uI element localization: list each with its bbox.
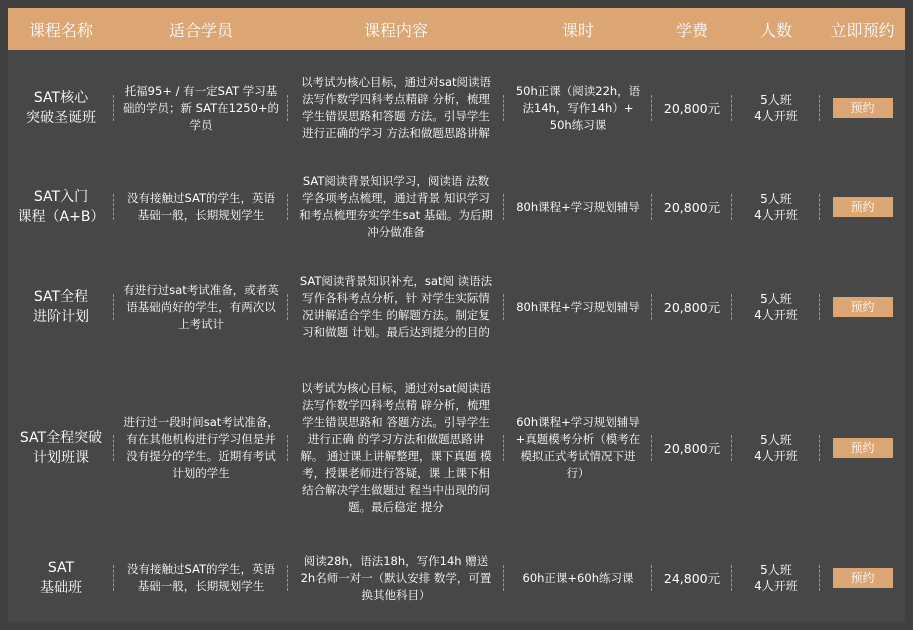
course-name: SAT全程 进阶计划 [8,266,114,348]
header-students: 适合学员 [168,20,233,40]
suitable-students: 没有接触过SAT的学生，英语基础一般，长期规划学生 [114,166,288,248]
course-content: SAT阅读背景知识学习，阅读语 法数学各项考点梳理，通过背景 知识学习和考点梳理夯实学生sat 基础。为后期冲分做准备 [288,166,504,248]
table-header [8,8,905,50]
course-fee: 20,800元 [652,58,732,158]
course-name: SAT入门 课程（A+B） [8,166,114,248]
course-content: 以考试为核心目标，通过对sat阅读语法写作数学四科考点精 辟分析，梳理学生错误思路和 答题方法。引导学生进行正确 的学习方法和做题思路讲解。 通过课上讲解整理，课下真题 模考，授课老师进行答疑，课 上课下相结合解决学生做题过 程当中出现的问题。最后稳定 提分 [288,374,504,522]
course-content: 以考试为核心目标，通过对sat阅读语法写作数学四科考点精辟 分析，梳理学生错误思路和答题 方法。引导学生进行正确的学习 方法和做题思路讲解 [288,58,504,158]
course-fee: 20,800元 [652,266,732,348]
book-button[interactable]: 预约 [833,98,893,118]
table-row [8,544,905,612]
table-row [8,374,905,522]
suitable-students: 进行过一段时间sat考试准备，有在其他机构进行学习但是并没有提分的学生。近期有考试计划的学生 [114,374,288,522]
course-content: 阅读28h，语法18h，写作14h 赠送2h名师一对一（默认安排 数学，可置换其他科目） [288,544,504,612]
header-content: 课程内容 [363,20,428,40]
book-button[interactable]: 预约 [833,197,893,217]
book-button[interactable]: 预约 [833,297,893,317]
course-name: SAT全程突破 计划班课 [8,374,114,522]
class-size: 5人班 4人开班 [732,58,820,158]
course-hours: 80h课程+学习规划辅导 [504,166,652,248]
suitable-students: 有进行过sat考试准备，或者英语基础尚好的学生，有两次以上考试计 [114,266,288,348]
table-row [8,166,905,248]
header-fee: 学费 [675,20,708,40]
course-fee: 20,800元 [652,374,732,522]
suitable-students: 托福95+ / 有一定SAT 学习基础的学员；新 SAT在1250+的学员 [114,58,288,158]
book-button[interactable]: 预约 [833,438,893,458]
book-cell [820,58,905,158]
table-row [8,266,905,348]
class-size: 5人班 4人开班 [732,266,820,348]
header-hours: 课时 [561,20,594,40]
book-cell [820,374,905,522]
course-hours: 60h课程+学习规划辅导+真题模考分析（模考在模拟正式考试情况下进行） [504,374,652,522]
course-name: SAT核心 突破圣诞班 [8,58,114,158]
course-fee: 24,800元 [652,544,732,612]
book-cell [820,544,905,612]
class-size: 5人班 4人开班 [732,374,820,522]
suitable-students: 没有接触过SAT的学生，英语基础一般，长期规划学生 [114,544,288,612]
course-fee: 20,800元 [652,166,732,248]
course-content: SAT阅读背景知识补充，sat阅 读语法写作各科考点分析，针 对学生实际情况讲解适合学生 的解题方法。制定复习和做题 计划。最后达到提分的目的 [288,266,504,348]
course-hours: 50h正课（阅读22h，语法14h，写作14h）+ 50h练习课 [504,58,652,158]
book-button[interactable]: 预约 [833,568,893,588]
table-row [8,58,905,158]
course-hours: 80h课程+学习规划辅导 [504,266,652,348]
course-table [8,8,905,622]
header-book: 立即预约 [830,20,895,40]
class-size: 5人班 4人开班 [732,544,820,612]
header-count: 人数 [759,20,792,40]
course-name: SAT 基础班 [8,544,114,612]
class-size: 5人班 4人开班 [732,166,820,248]
course-hours: 60h正课+60h练习课 [504,544,652,612]
book-cell [820,266,905,348]
book-cell [820,166,905,248]
header-course-name: 课程名称 [28,20,93,40]
